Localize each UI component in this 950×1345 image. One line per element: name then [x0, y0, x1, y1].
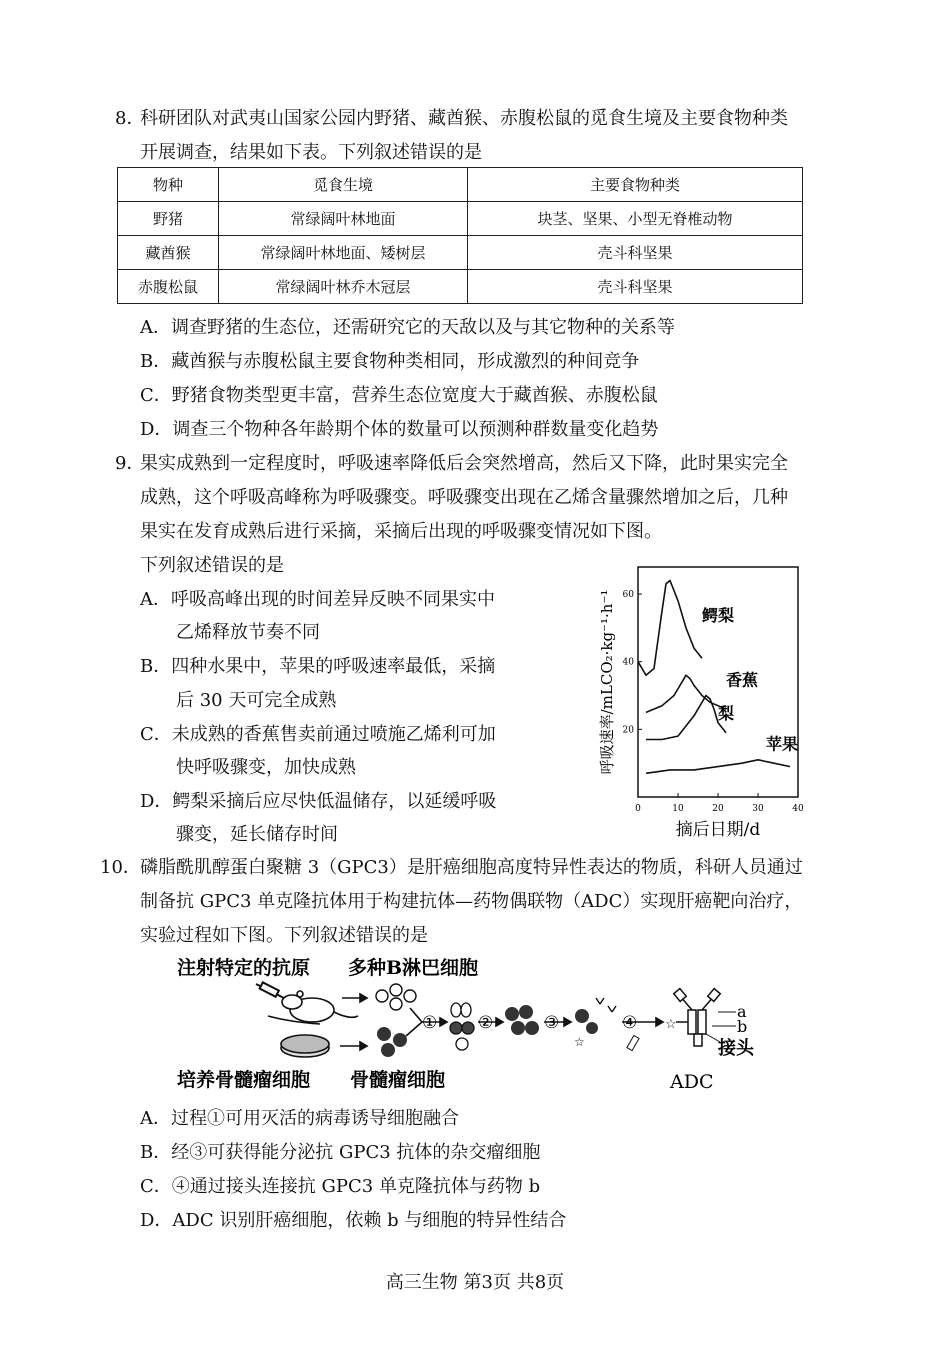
table-header-habitat: 觅食生境 — [219, 168, 468, 202]
series-label-0: 鳄梨 — [702, 606, 735, 626]
step-2-label: ② — [478, 1013, 494, 1033]
chart-x-axis-label: 摘后日期/d — [675, 820, 761, 840]
series-label-3: 苹果 — [766, 734, 799, 754]
adc-process-diagram — [160, 950, 800, 1100]
svg-text:☆: ☆ — [574, 1035, 585, 1049]
q10-stem-line2: 制备抗 GPC3 单克隆抗体用于构建抗体—药物偶联物（ADC）实现肝癌靶向治疗， — [140, 891, 803, 912]
hybridoma-cells-icon — [505, 1005, 539, 1035]
y-tick-label: 60 — [622, 590, 634, 601]
x-tick-label: 30 — [752, 804, 764, 814]
table-row — [118, 202, 803, 236]
q9-option-b-line2: 后 30 天可完全成熟 — [176, 690, 337, 711]
petri-dish-icon — [281, 1035, 329, 1057]
q9-stem-line3: 果实在发育成熟后进行采摘，采摘后出现的呼吸骤变情况如下图。 — [140, 521, 662, 542]
series-line-1 — [646, 675, 726, 712]
series-label-2: 梨 — [718, 704, 735, 724]
label-joint: 接头 — [718, 1038, 754, 1059]
label-myeloma-cells: 骨髓瘤细胞 — [350, 1069, 446, 1091]
q9-option-b-line1: B．四种水果中，苹果的呼吸速率最低，采摘 — [140, 656, 496, 677]
page-footer: 高三生物 第3页 共8页 — [385, 1272, 565, 1293]
step-1-label: ① — [422, 1013, 438, 1033]
q9-option-a-line2: 乙烯释放节奏不同 — [176, 622, 320, 643]
table-header-row — [118, 168, 803, 202]
q9-stem-line4: 下列叙述错误的是 — [140, 555, 284, 576]
label-b-cells: 多种B淋巴细胞 — [348, 957, 479, 979]
q10-option-d: D．ADC 识别肝癌细胞，依赖 b 与细胞的特异性结合 — [140, 1210, 567, 1231]
x-tick-label: 10 — [672, 804, 684, 814]
series-line-2 — [646, 696, 726, 740]
chart-y-axis-label: 呼吸速率/mLCO₂·kg⁻¹·h⁻¹ — [598, 589, 616, 775]
label-culture-myeloma: 培养骨髓瘤细胞 — [177, 1069, 311, 1091]
series-line-0 — [638, 581, 702, 676]
label-inject-antigen: 注射特定的抗原 — [177, 957, 311, 979]
x-tick-label: 20 — [712, 804, 724, 814]
x-tick-label: 40 — [792, 804, 804, 814]
q8-option-d: D．调查三个物种各年龄期个体的数量可以预测种群数量变化趋势 — [140, 419, 659, 440]
q9-option-d-line2: 骤变，延长储存时间 — [176, 824, 338, 845]
table-cell: 块茎、坚果、小型无脊椎动物 — [468, 202, 803, 236]
step-4-label: ④ — [622, 1013, 638, 1033]
q10-option-a: A．过程①可用灭活的病毒诱导细胞融合 — [140, 1108, 459, 1129]
chart-ticks — [598, 590, 804, 840]
q9-stem-line1: 果实成熟到一定程度时，呼吸速率降低后会突然增高，然后又下降，此时果实完全 — [140, 453, 788, 474]
series-line-3 — [646, 760, 790, 774]
x-tick-label: 0 — [635, 804, 641, 814]
table-cell: 壳斗科坚果 — [468, 270, 803, 304]
table-cell: 赤腹松鼠 — [118, 270, 219, 304]
label-adc: ADC — [670, 1071, 714, 1093]
q10-option-c: C．④通过接头连接抗 GPC3 单克隆抗体与药物 b — [140, 1176, 541, 1197]
y-tick-label: 20 — [622, 725, 634, 736]
q10-number: 10． — [100, 857, 141, 878]
table-cell: 壳斗科坚果 — [468, 236, 803, 270]
chart-series-labels — [701, 606, 798, 754]
table-cell: 野猪 — [118, 202, 219, 236]
b-cells-icon — [376, 984, 416, 1010]
q10-stem-line1: 磷脂酰肌醇蛋白聚糖 3（GPC3）是肝癌细胞高度特异性表达的物质，科研人员通过 — [140, 857, 803, 878]
q10-option-b: B．经③可获得能分泌抗 GPC3 抗体的杂交瘤细胞 — [140, 1142, 541, 1163]
q9-option-a-line1: A．呼吸高峰出现的时间差异反映不同果实中 — [140, 589, 495, 610]
respiration-chart — [590, 555, 820, 840]
table-header-food: 主要食物种类 — [468, 168, 803, 202]
series-label-1: 香蕉 — [726, 670, 759, 690]
label-a: a — [737, 1002, 747, 1021]
table-cell: 常绿阔叶林地面 — [219, 202, 468, 236]
svg-text:☆: ☆ — [665, 1017, 677, 1032]
q8-stem-line2: 开展调查，结果如下表。下列叙述错误的是 — [140, 142, 482, 163]
label-b: b — [737, 1017, 748, 1036]
y-tick-label: 40 — [622, 657, 634, 668]
q8-table — [117, 167, 803, 304]
step-3-label: ③ — [544, 1013, 560, 1033]
table-cell: 藏酋猴 — [118, 236, 219, 270]
q9-option-d-line1: D．鳄梨采摘后应尽快低温储存，以延缓呼吸 — [140, 791, 497, 812]
q9-stem-line2: 成熟，这个呼吸高峰称为呼吸骤变。呼吸骤变出现在乙烯含量骤然增加之后，几种 — [140, 487, 788, 508]
q9-number: 9． — [115, 453, 145, 474]
table-row — [118, 236, 803, 270]
q8-option-b: B．藏酋猴与赤腹松鼠主要食物种类相同，形成激烈的种间竞争 — [140, 351, 640, 372]
q8-option-a: A．调查野猪的生态位，还需研究它的天敌以及与其它物种的关系等 — [140, 317, 675, 338]
table-row — [118, 270, 803, 304]
table-cell: 常绿阔叶林地面、矮树层 — [219, 236, 468, 270]
q8-stem-line1: 科研团队对武夷山国家公园内野猪、藏酋猴、赤腹松鼠的觅食生境及主要食物种类 — [140, 108, 788, 129]
q9-option-c-line2: 快呼吸骤变，加快成熟 — [176, 757, 356, 778]
arrows — [340, 994, 367, 1050]
q8-option-c: C．野猪食物类型更丰富，营养生态位宽度大于藏酋猴、赤腹松鼠 — [140, 385, 658, 406]
q10-stem-line3: 实验过程如下图。下列叙述错误的是 — [140, 925, 428, 946]
table-header-species: 物种 — [118, 168, 219, 202]
q9-option-c-line1: C．未成熟的香蕉售卖前通过喷施乙烯利可加 — [140, 724, 496, 745]
table-cell: 常绿阔叶林乔木冠层 — [219, 270, 468, 304]
fused-cells-icon — [450, 1003, 474, 1050]
q8-number: 8． — [115, 108, 145, 129]
myeloma-cells-icon — [377, 1027, 407, 1057]
